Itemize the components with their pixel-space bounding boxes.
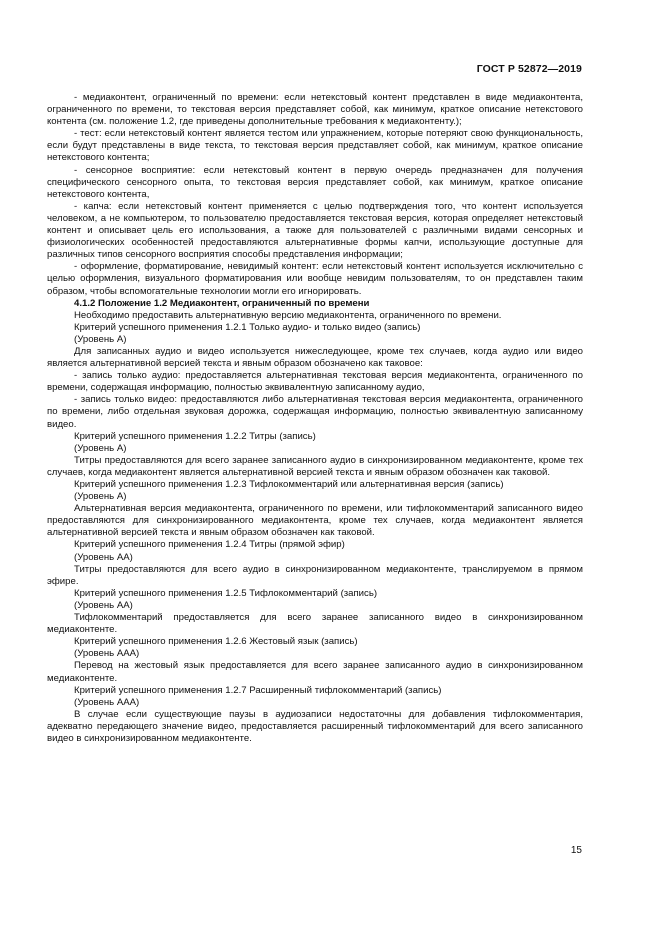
page-number: 15 [570,845,582,856]
list-item-timed-media: - медиаконтент, ограниченный по времени: если нетекстовый контент представлен в виде медиаконтента, ограниченного по времени, то текстовая версия представляет собой, как минимум, краткое описание нетекстового контента (см. положение 1.2, где приведены дополнительные требования к медиаконтенту.); [47,92,583,128]
list-item-test: - тест: если нетекстовый контент является тестом или упражнением, которые потеряют свою функциональность, если будут представлены в виде текста, то текстовая версия представляет собой, как минимум, краткое описание нетекстового контента; [47,128,583,164]
page-body [47,92,583,745]
criterion-title-1-2-2: Критерий успешного применения 1.2.2 Титры (запись) [74,430,316,442]
criterion-title-1-2-7: Критерий успешного применения 1.2.7 Расширенный тифлокомментарий (запись) [74,684,442,696]
paragraph: Альтернативная версия медиаконтента, ограниченного по времени, или тифлокомментарий записанного видео предоставляются для синхронизированного медиаконтента, кроме тех случаев, когда медиаконтент является альтернативной версией текста и явным образом обозначен как таковой. [47,503,583,539]
criterion-level: (Уровень А) [74,442,127,454]
criterion-level: (Уровень ААА) [74,648,140,660]
paragraph: Необходимо предоставить альтернативную версию медиаконтента, ограниченного по времени. [74,309,502,321]
document-code-header: ГОСТ Р 52872—2019 [476,63,582,75]
paragraph: Перевод на жестовый язык предоставляется для всего заранее записанного аудио в синхронизированном медиаконтенте. [47,660,583,684]
paragraph: Для записанных аудио и видео используется нижеследующее, кроме тех случаев, когда аудио или видео является альтернативной версией текста и явным образом обозначено как таковое: [47,345,583,370]
criterion-title-1-2-5: Критерий успешного применения 1.2.5 Тифлокомментарий (запись) [74,587,378,599]
paragraph: В случае если существующие паузы в аудиозаписи недостаточны для добавления тифлокомментария, адекватно передающего значение видео, предоставляется расширенный тифлокомментарий для всего записанного видео в синхронизированном медиаконтенте. [47,708,583,744]
criterion-title-1-2-4: Критерий успешного применения 1.2.4 Титры (прямой эфир) [74,539,345,551]
paragraph: Титры предоставляются для всего заранее записанного аудио в синхронизированном медиаконтенте, кроме тех случаев, когда медиаконтент является альтернативной версией текста и явным образом обозначен как таковой. [47,454,583,478]
paragraph: Титры предоставляются для всего аудио в синхронизированном медиаконтенте, транслируемом в прямом эфире. [47,563,583,587]
criterion-level: (Уровень А) [74,333,127,345]
paragraph: Тифлокомментарий предоставляется для всего заранее записанного видео в синхронизированном медиаконтенте. [47,612,583,636]
list-item-captcha: - капча: если нетекстовый контент применяется с целью подтверждения того, что контент используется человеком, а не компьютером, то пользователю предоставляется текстовая версия, которая определяет нетекстовый контент и описывает цель его использования, а также для пользователей с различными видами сенсорных и физиологических особенностей предоставляются альтернативные формы капчи, использующие доступные для различных типов сенсорного восприятия способы представления информации; [47,200,583,261]
criterion-level: (Уровень АА) [74,599,133,611]
list-item-video-only: - запись только видео: предоставляются либо альтернативная текстовая версия медиаконтента, ограниченного по времени, либо отдельная звуковая дорожка, содержащая информацию, полностью эквивалентную записанному видео. [47,394,583,430]
criterion-level: (Уровень АА) [74,551,133,563]
criterion-title-1-2-1: Критерий успешного применения 1.2.1 Только аудио- и только видео (запись) [74,321,421,333]
list-item-audio-only: - запись только аудио: предоставляется альтернативная текстовая версия медиаконтента, ограниченного по времени, содержащая информацию, полностью эквивалентную записанному аудио, [47,370,583,394]
criterion-level: (Уровень ААА) [74,696,140,708]
criterion-title-1-2-6: Критерий успешного применения 1.2.6 Жестовый язык (запись) [74,636,358,648]
criterion-title-1-2-3: Критерий успешного применения 1.2.3 Тифлокомментарий или альтернативная версия (запись) [74,479,504,490]
list-item-sensory: - сенсорное восприятие: если нетекстовый контент в первую очередь предназначен для получения специфического сенсорного опыта, то текстовая версия представляет собой, как минимум, краткое описание нетекстового контента, [47,164,583,200]
criterion-level: (Уровень А) [74,491,127,503]
section-heading-4-1-2: 4.1.2 Положение 1.2 Медиаконтент, ограниченный по времени [74,297,370,309]
list-item-decoration: - оформление, форматирование, невидимый контент: если нетекстовый контент используется исключительно с целью оформления, визуального форматирования или вообще невидим пользователям, то он представлен таким образом, чтобы вспомогательные технологии могли его игнорировать. [47,261,583,297]
